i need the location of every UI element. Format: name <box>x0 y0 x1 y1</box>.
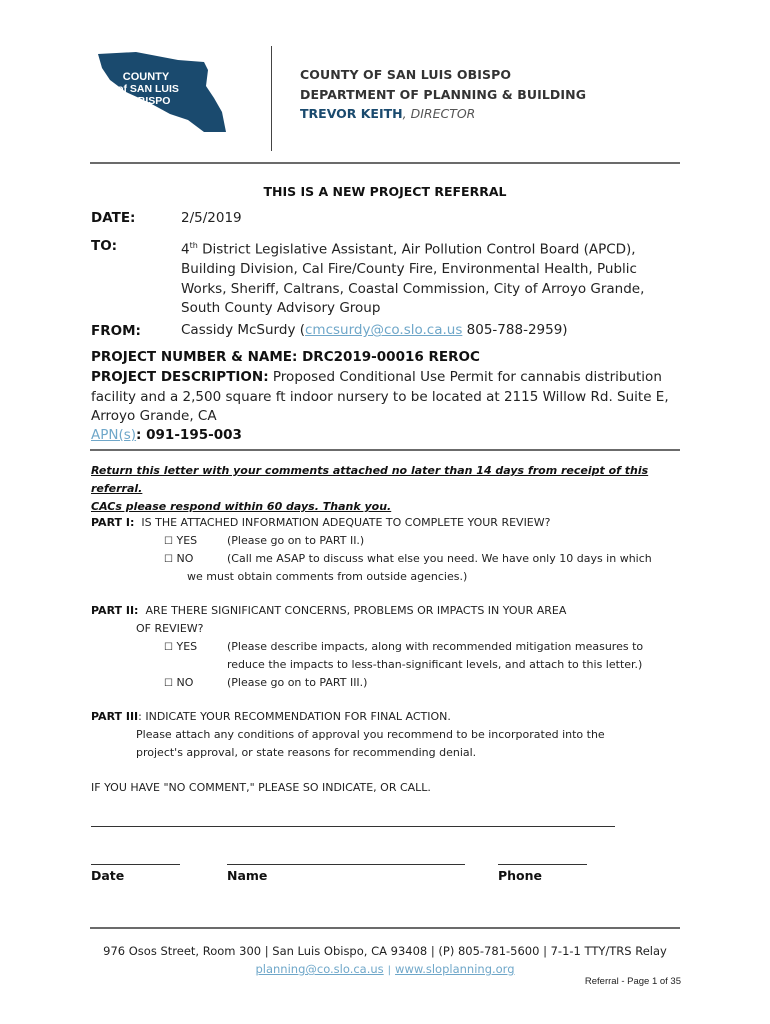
apn-link[interactable]: APN(s) <box>91 427 137 443</box>
footer-links <box>0 962 770 976</box>
header-rule <box>90 162 680 164</box>
name-signature-label: Name <box>227 868 268 883</box>
checkbox-icon[interactable]: ☐ <box>164 536 173 547</box>
part2-question1: ARE THERE SIGNIFICANT CONCERNS, PROBLEMS OR IMPACTS IN YOUR AREA <box>145 604 567 617</box>
footer-email-link[interactable]: planning@co.slo.ca.us <box>255 962 384 976</box>
part2-yes-text2: reduce the impacts to less-than-significant levels, and attach to this letter.) <box>227 658 643 671</box>
checkbox-icon[interactable]: ☐ <box>164 642 173 653</box>
part1-yes-option[interactable] <box>164 532 197 551</box>
from-email-link[interactable]: cmcsurdy@co.slo.ca.us <box>305 322 463 338</box>
checkbox-icon[interactable]: ☐ <box>164 554 173 565</box>
logo-line2: of SAN LUIS <box>117 83 179 95</box>
project-description-label: PROJECT DESCRIPTION: <box>91 369 269 385</box>
county-logo <box>96 50 228 134</box>
part1-label: PART I: <box>91 516 135 529</box>
from-label: FROM: <box>91 323 141 339</box>
part1-no-text2: we must obtain comments from outside agencies.) <box>187 570 468 583</box>
from-phone: 805-788-2959) <box>462 322 568 338</box>
date-value: 2/5/2019 <box>181 210 242 226</box>
part2-yes-text1: (Please describe impacts, along with recommended mitigation measures to <box>227 640 644 653</box>
apn-value: : 091-195-003 <box>136 427 242 443</box>
header-divider <box>271 46 272 151</box>
director-role: , DIRECTOR <box>402 106 476 121</box>
part1-no-text1: (Call me ASAP to discuss what else you need. We have only 10 days in which <box>227 552 652 565</box>
part2-heading <box>91 602 566 620</box>
logo-line3: OBISPO <box>129 95 171 107</box>
apn <box>91 427 242 443</box>
header-director <box>300 106 475 121</box>
part3-text2: project's approval, or state reasons for recommending denial. <box>136 746 477 759</box>
part1-yes: YES <box>176 534 198 547</box>
part2-question2: OF REVIEW? <box>136 622 204 635</box>
footer-separator: | <box>387 965 392 976</box>
project-description-text: Proposed Conditional Use Permit for cannabis distribution facility and a 2,500 square ft indoor nursery to be located at 2115 Willow Rd. Suite E, Arroyo Grande, CA <box>91 369 669 424</box>
project-description <box>91 368 686 427</box>
part3-question: : INDICATE YOUR RECOMMENDATION FOR FINAL ACTION. <box>138 710 451 723</box>
part1-question: IS THE ATTACHED INFORMATION ADEQUATE TO COMPLETE YOUR REVIEW? <box>141 516 551 529</box>
name-signature-line[interactable] <box>227 864 465 865</box>
to-text: District Legislative Assistant, Air Pollution Control Board (APCD), Building Division, Cal Fire/County Fire, Environmental Health, Public Works, Sheriff, Caltrans, Coastal Commission, City of Arroyo Grande, South County Advisory Group <box>181 241 645 316</box>
return-note-line1: Return this letter with your comments attached no later than 14 days from receipt of this referral. <box>91 464 649 495</box>
logo-line1: COUNTY <box>122 71 170 83</box>
page-title: THIS IS A NEW PROJECT REFERRAL <box>263 184 507 199</box>
part2-no-option[interactable] <box>164 674 193 693</box>
date-signature-label: Date <box>91 868 125 883</box>
date-signature-line[interactable] <box>91 864 180 865</box>
comment-line[interactable] <box>91 826 615 827</box>
project-number-name: PROJECT NUMBER & NAME: DRC2019-00016 REROC <box>91 349 480 365</box>
footer-rule <box>90 927 680 929</box>
date-label: DATE: <box>91 210 136 226</box>
part1-no: NO <box>176 552 194 565</box>
return-note <box>91 462 691 516</box>
footer-address: 976 Osos Street, Room 300 | San Luis Obispo, CA 93408 | (P) 805-781-5600 | 7-1-1 TTY/TRS Relay <box>103 944 667 958</box>
phone-signature-label: Phone <box>498 868 543 883</box>
page-number: Referral - Page 1 of 35 <box>584 976 681 987</box>
part1-heading <box>91 514 550 532</box>
part3-label: PART III <box>91 710 139 723</box>
to-ordinal-sup: th <box>189 241 198 250</box>
part2-yes: YES <box>176 640 198 653</box>
part2-yes-option[interactable] <box>164 638 197 657</box>
from-value <box>181 321 568 341</box>
part1-yes-text: (Please go on to PART II.) <box>227 534 365 547</box>
project-rule <box>90 449 680 451</box>
return-note-line2: CACs please respond within 60 days. Thank you. <box>91 500 392 513</box>
part2-no: NO <box>176 676 194 689</box>
phone-signature-line[interactable] <box>498 864 587 865</box>
part2-no-text: (Please go on to PART III.) <box>227 676 368 689</box>
header-department: DEPARTMENT OF PLANNING & BUILDING <box>300 87 587 102</box>
header-county: COUNTY OF SAN LUIS OBISPO <box>300 67 512 82</box>
to-label: TO: <box>91 238 118 254</box>
director-name: TREVOR KEITH <box>300 106 403 121</box>
to-value <box>181 236 681 319</box>
part3-text1: Please attach any conditions of approval you recommend to be incorporated into the <box>136 728 605 741</box>
from-name: Cassidy McSurdy ( <box>181 322 305 338</box>
to-ordinal: 4 <box>181 241 190 258</box>
no-comment-note: IF YOU HAVE "NO COMMENT," PLEASE SO INDICATE, OR CALL. <box>91 781 431 794</box>
part2-label: PART II: <box>91 604 139 617</box>
part3-heading <box>91 708 451 726</box>
footer-website-link[interactable]: www.sloplanning.org <box>395 962 515 976</box>
part1-no-option[interactable] <box>164 550 193 569</box>
checkbox-icon[interactable]: ☐ <box>164 678 173 689</box>
